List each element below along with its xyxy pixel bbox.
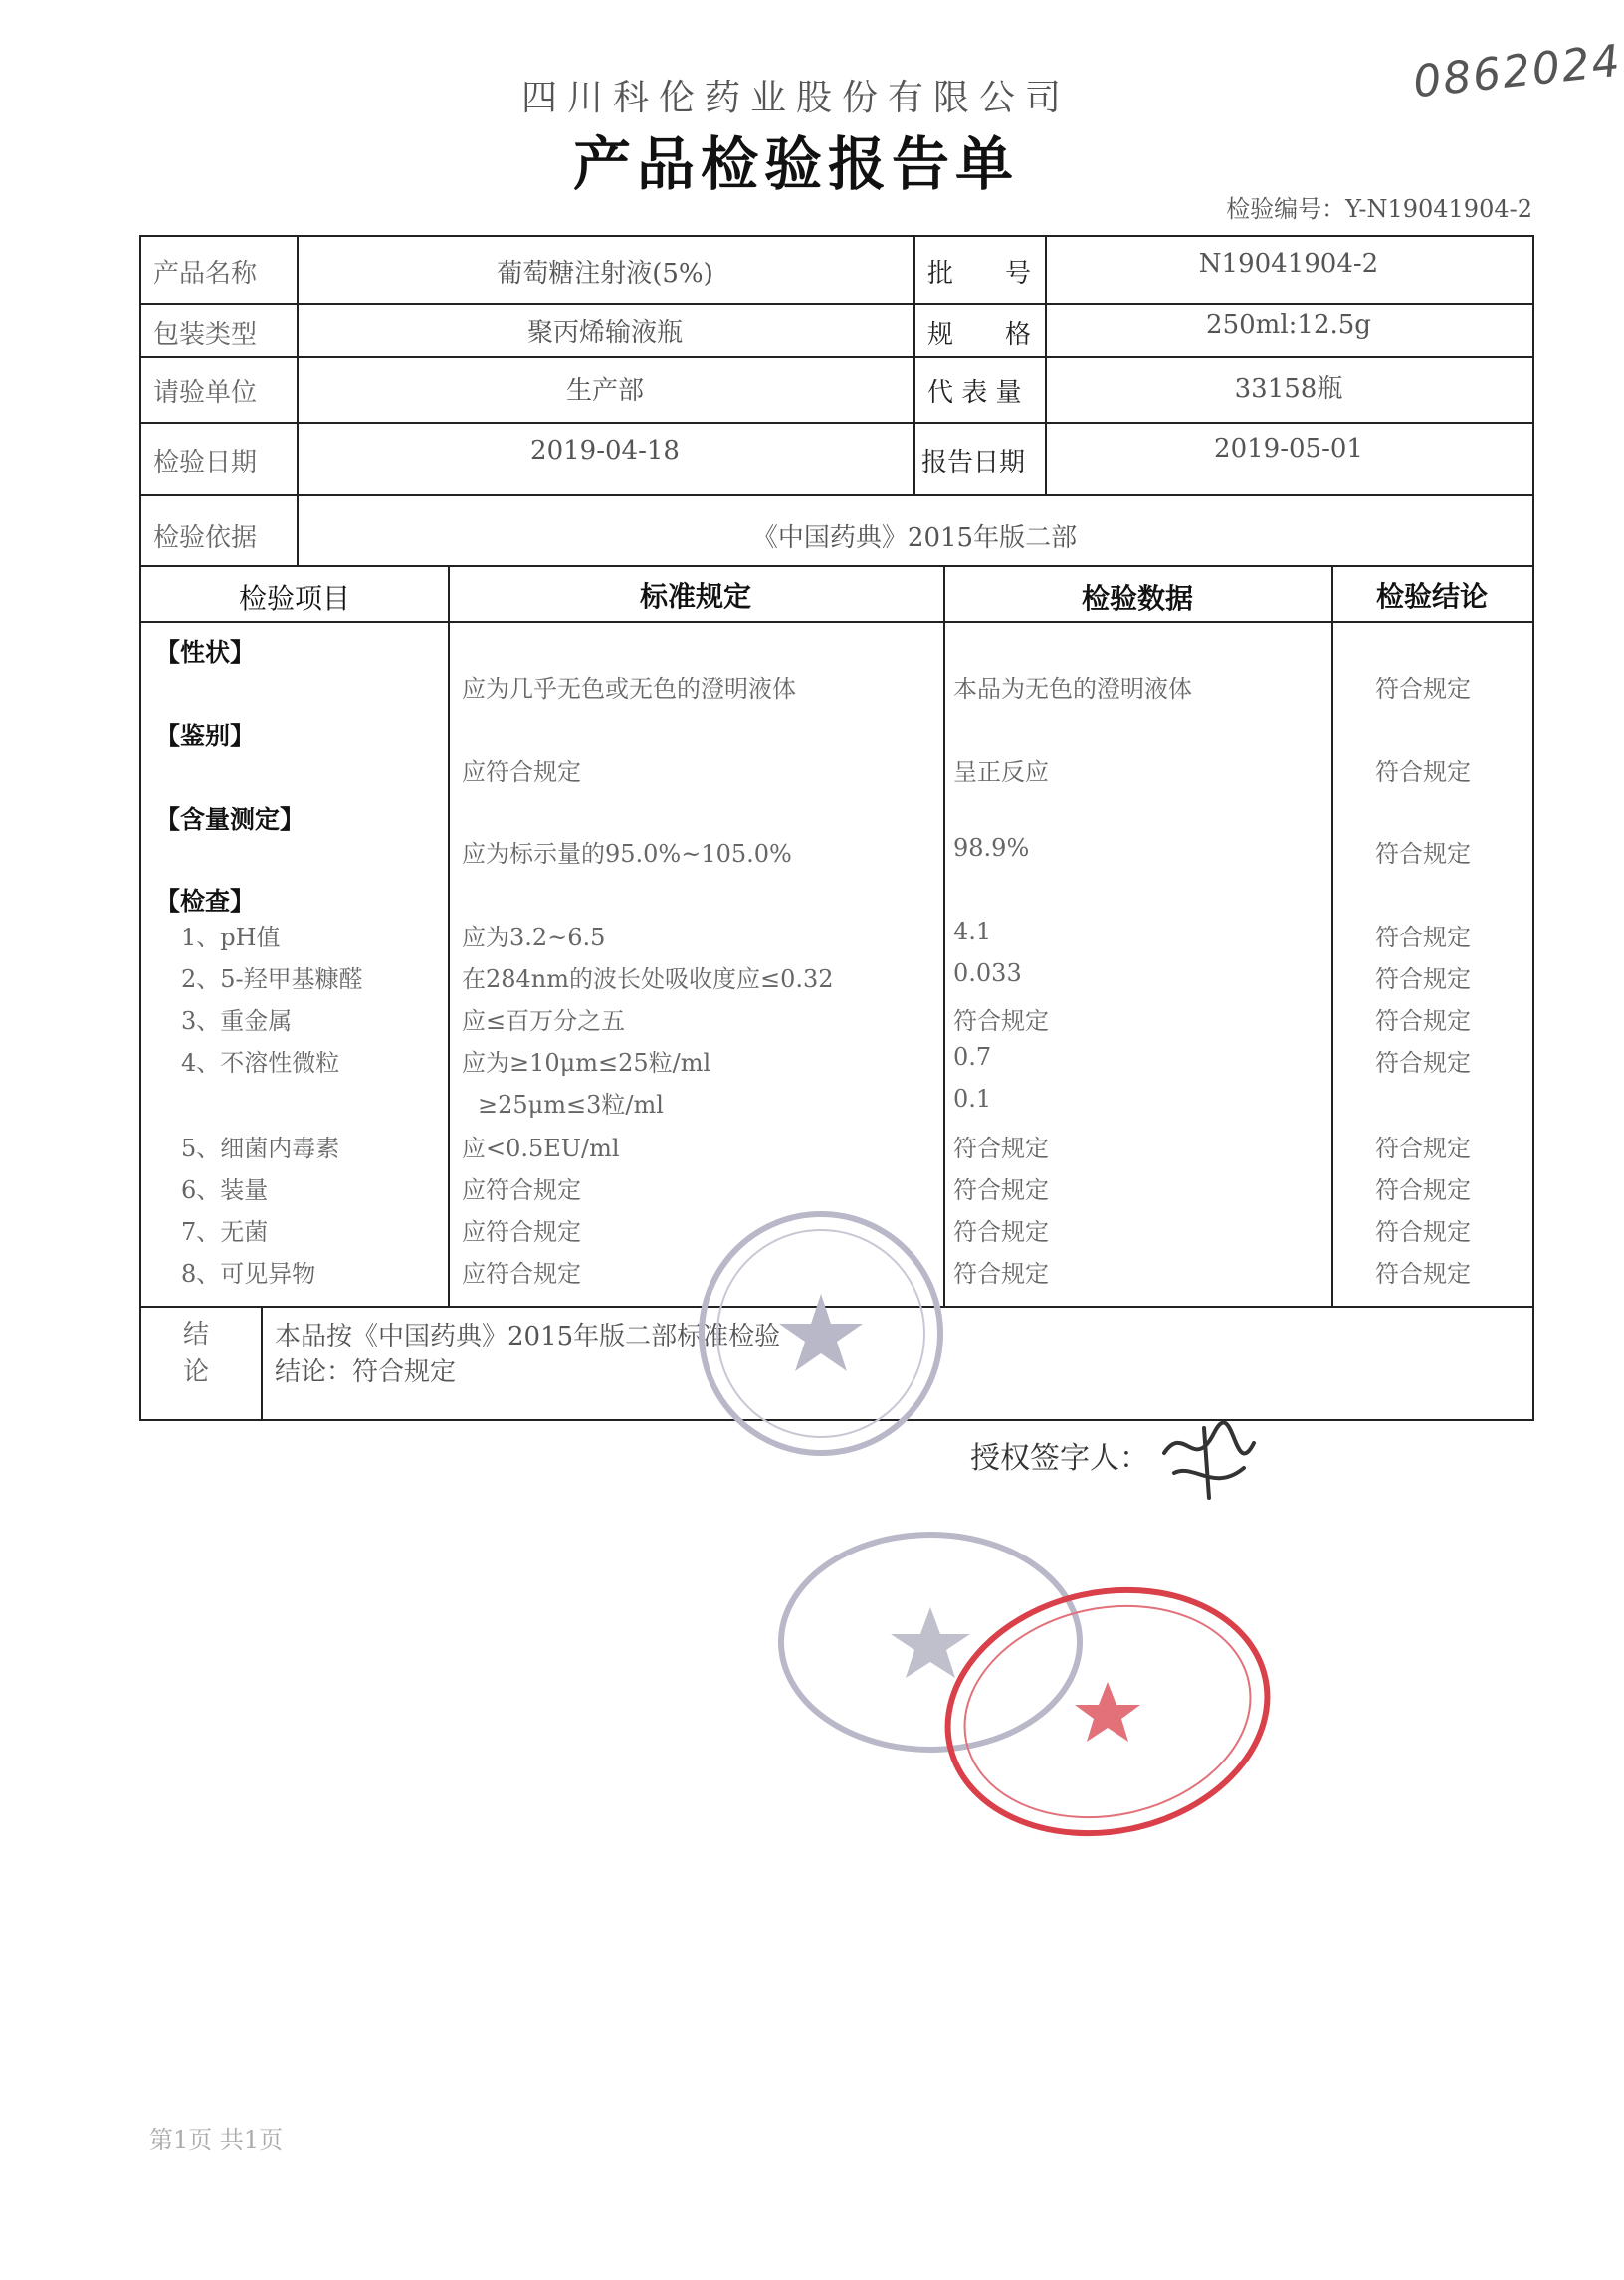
row-standard: 应符合规定 xyxy=(462,1176,581,1204)
row-conclusion: 符合规定 xyxy=(1375,924,1471,951)
package-label: 包装类型 xyxy=(153,320,258,350)
row-conclusion: 符合规定 xyxy=(1375,758,1471,786)
row-conclusion: 符合规定 xyxy=(1375,675,1471,703)
quantity-value: 33158瓶 xyxy=(1234,374,1343,404)
row-item: 5、细菌内毒素 xyxy=(181,1135,340,1162)
row-standard: 应为≥10μm≤25粒/ml xyxy=(462,1049,711,1077)
handwritten-number: 0862024 xyxy=(1410,35,1624,108)
section-identification: 【鉴别】 xyxy=(155,722,256,750)
row-data: 符合规定 xyxy=(953,1176,1049,1204)
report-number-value: Y-N19041904-2 xyxy=(1345,195,1532,223)
row-data: 0.7 xyxy=(953,1043,992,1071)
test-date-label: 检验日期 xyxy=(153,448,258,478)
page-footer: 第1页 共1页 xyxy=(149,2126,284,2154)
row-standard: 应为几乎无色或无色的澄明液体 xyxy=(462,675,796,703)
report-date: 2019-05-01 xyxy=(1214,434,1363,464)
col-header-item: 检验项目 xyxy=(238,582,350,615)
row-data: 符合规定 xyxy=(953,1260,1049,1288)
row-item: 7、无菌 xyxy=(181,1218,269,1246)
row-standard: 应为标示量的95.0%~105.0% xyxy=(462,840,792,868)
row-item: 3、重金属 xyxy=(181,1007,293,1035)
row-data: 98.9% xyxy=(953,834,1030,862)
row-item: 6、装量 xyxy=(181,1176,269,1204)
batch-number: N19041904-2 xyxy=(1198,249,1379,279)
row-conclusion: 符合规定 xyxy=(1375,840,1471,868)
row-data: 0.033 xyxy=(953,959,1022,987)
company-seal-stamp xyxy=(687,1199,955,1468)
row-data: 符合规定 xyxy=(953,1218,1049,1246)
signature-image xyxy=(1154,1413,1274,1503)
document-title: 产品检验报告单 xyxy=(572,130,1019,198)
section-character: 【性状】 xyxy=(155,638,256,667)
test-date: 2019-04-18 xyxy=(530,436,680,466)
test-basis: 《中国药典》2015年版二部 xyxy=(751,523,1078,553)
report-date-label: 报告日期 xyxy=(921,448,1026,478)
basis-label: 检验依据 xyxy=(153,523,258,553)
conclusion-label-1: 结 xyxy=(183,1320,210,1349)
row-conclusion: 符合规定 xyxy=(1375,1260,1471,1288)
row-standard: ≥25μm≤3粒/ml xyxy=(478,1091,664,1119)
signer-label: 授权签字人： xyxy=(970,1441,1149,1476)
col-header-standard: 标准规定 xyxy=(639,580,751,613)
section-inspection: 【检查】 xyxy=(155,887,256,916)
quantity-label: 代 表 量 xyxy=(927,378,1022,408)
product-name: 葡萄糖注射液(5%) xyxy=(497,259,713,289)
row-data: 4.1 xyxy=(953,918,992,945)
row-conclusion: 符合规定 xyxy=(1375,1049,1471,1077)
row-item: 1、pH值 xyxy=(181,924,281,951)
row-data: 符合规定 xyxy=(953,1007,1049,1035)
row-data: 本品为无色的澄明液体 xyxy=(953,675,1192,703)
row-data: 符合规定 xyxy=(953,1135,1049,1162)
conclusion-line-1: 本品按《中国药典》2015年版二部标准检验 xyxy=(275,1322,781,1351)
report-number-label: 检验编号： xyxy=(1226,195,1346,223)
conclusion-line-2: 结论：符合规定 xyxy=(275,1357,457,1387)
row-standard: 应为3.2~6.5 xyxy=(462,924,606,951)
company-name: 四川科伦药业股份有限公司 xyxy=(520,78,1071,118)
product-name-label: 产品名称 xyxy=(153,259,258,289)
package-type: 聚丙烯输液瓶 xyxy=(526,318,683,348)
row-standard: 应≤百万分之五 xyxy=(462,1007,626,1035)
row-standard: 应符合规定 xyxy=(462,1218,581,1246)
col-header-data: 检验数据 xyxy=(1081,582,1193,615)
row-item: 2、5-羟甲基糠醛 xyxy=(181,965,363,993)
batch-label: 批 号 xyxy=(927,259,1032,289)
row-conclusion: 符合规定 xyxy=(1375,965,1471,993)
row-standard: 在284nm的波长处吸收度应≤0.32 xyxy=(462,965,834,993)
conclusion-label-2: 论 xyxy=(183,1357,210,1387)
request-unit: 生产部 xyxy=(565,376,644,406)
row-conclusion: 符合规定 xyxy=(1375,1007,1471,1035)
unit-label: 请验单位 xyxy=(153,378,258,408)
section-assay: 【含量测定】 xyxy=(155,805,305,834)
row-data: 呈正反应 xyxy=(953,758,1049,786)
col-header-conclusion: 检验结论 xyxy=(1375,580,1488,613)
report-number xyxy=(1174,189,1532,224)
row-item: 4、不溶性微粒 xyxy=(181,1049,340,1077)
row-standard: 应符合规定 xyxy=(462,1260,581,1288)
red-quality-stamp xyxy=(933,1577,1282,1846)
spec-value: 250ml:12.5g xyxy=(1206,311,1371,340)
row-standard: 应符合规定 xyxy=(462,758,581,786)
row-item: 8、可见异物 xyxy=(181,1260,316,1288)
row-conclusion: 符合规定 xyxy=(1375,1218,1471,1246)
spec-label: 规 格 xyxy=(927,320,1032,350)
row-conclusion: 符合规定 xyxy=(1375,1135,1471,1162)
row-standard: 应<0.5EU/ml xyxy=(462,1135,620,1162)
row-conclusion: 符合规定 xyxy=(1375,1176,1471,1204)
row-data: 0.1 xyxy=(953,1085,992,1113)
